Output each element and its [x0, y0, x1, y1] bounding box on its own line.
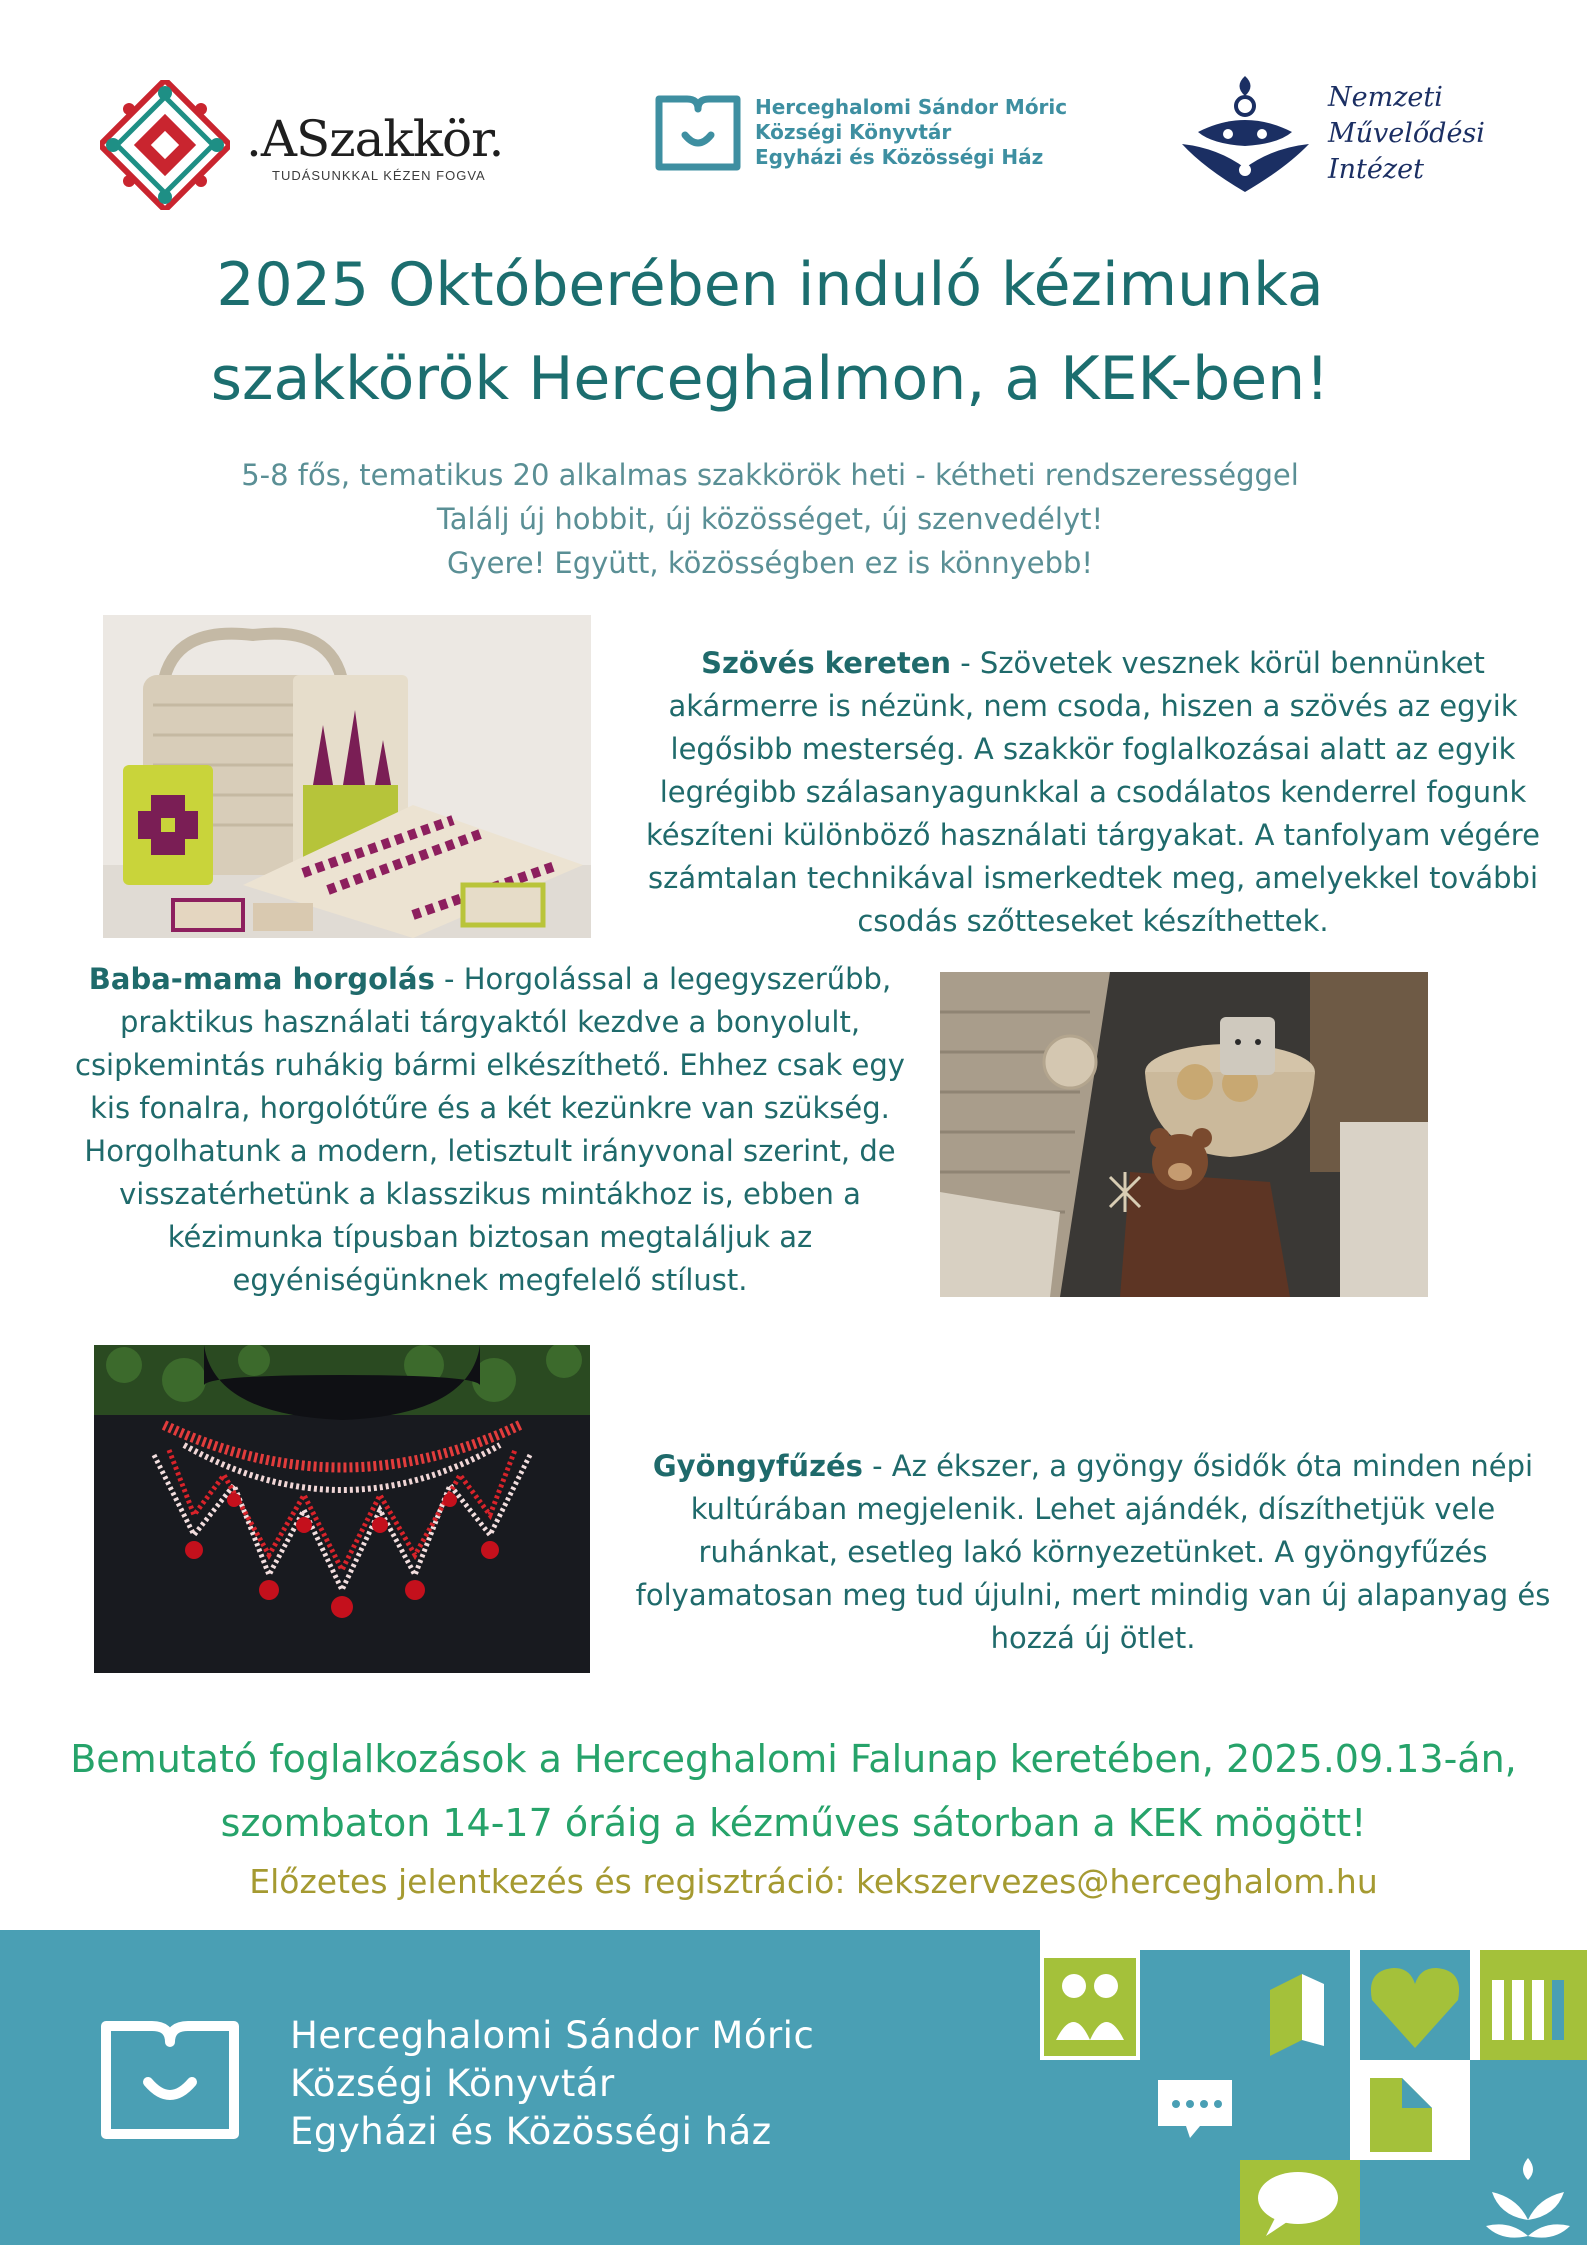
leaf-icon — [1360, 2158, 1587, 2245]
nmi-name-line-3: Intézet — [1328, 154, 1424, 185]
intro-line-2: Találj új hobbit, új közösséget, új szenvedélyt! — [436, 502, 1104, 536]
footer-icon-tiles — [1040, 1930, 1587, 2245]
szakkor-logo — [100, 80, 520, 210]
szakkor-name: .ASzakkör. — [246, 110, 504, 168]
heart-icon — [1360, 1950, 1470, 2060]
books-icon — [1480, 1950, 1587, 2060]
beading-description — [628, 1445, 1558, 1660]
crochet-description — [60, 958, 920, 1302]
beading-separator: - — [862, 1449, 892, 1483]
title-line-1: 2025 Októberében induló kézimunka — [216, 250, 1324, 320]
intro-line-3: Gyere! Együtt, közösségben ez is könnyebb! — [446, 546, 1094, 580]
weaving-separator: - — [951, 646, 980, 680]
page-icon — [1240, 2060, 1587, 2160]
nmi-name-line-1: Nemzeti — [1328, 82, 1443, 113]
nmi-name-line-2: Művelődési — [1328, 118, 1485, 149]
event-line-2: szombaton 14-17 óráig a kézműves sátorban a KEK mögött! — [220, 1801, 1367, 1845]
nmi-logo — [1178, 72, 1485, 202]
crochet-separator: - — [434, 962, 464, 996]
library-logo — [655, 95, 1075, 175]
folk-bird-icon — [1178, 72, 1313, 197]
library-name-line-3: Egyházi és Közösségi Ház — [755, 145, 1044, 169]
intro-line-1: 5-8 fős, tematikus 20 alkalmas szakkörök heti - kétheti rendszerességgel — [241, 458, 1299, 492]
weaving-text: Szövetek vesznek körül bennünket akármerre is nézünk, nem csoda, hiszen a szövés az egyik legősibb mesterség. A szakkör foglalkozásai alatt az egyik legrégibb szálasanyagunkkal a csodálatos kenderrel fogunk készíteni különböző használati tárgyakat. A tanfolyam végére számtalan technikával ismerkedtek meg, amelyekkel további csodás szőtteseket készíthettek. — [646, 646, 1540, 938]
book-smile-icon — [100, 2020, 240, 2140]
people-icon — [1040, 1950, 1140, 2060]
speech-bubble-icon — [1240, 2160, 1360, 2245]
footer-line-2: Községi Könyvtár — [290, 2062, 615, 2105]
weaving-description — [628, 642, 1558, 943]
crochet-heading: Baba-mama horgolás — [88, 962, 435, 996]
page-title — [100, 238, 1440, 426]
crochet-text: Horgolással a legegyszerűbb, praktikus használati tárgyaktól kezdve a bonyolult, csipkemintás ruhákig bármi elkészíthető. Ehhez csak egy kis fonalra, horgolótűre és a két kezünkre van szükség. Horgolhatunk a modern, letisztult irányvonal szerint, de visszatérhetünk a klasszikus mintákhoz is, ebben a kézimunka típusban biztosan megtaláljuk az egyéniségünknek megfelelő stílust. — [75, 962, 905, 1297]
szakkor-tagline: TUDÁSUNKKAL KÉZEN FOGVA — [272, 168, 486, 183]
beading-heading: Gyöngyfűzés — [652, 1449, 863, 1483]
event-line-1: Bemutató foglalkozások a Herceghalomi Falunap keretében, 2025.09.13-án, — [70, 1737, 1517, 1781]
footer-banner — [0, 1910, 1587, 2245]
crochet-photo — [940, 972, 1428, 1297]
beading-photo — [94, 1345, 590, 1673]
footer-top-strip — [0, 1910, 1587, 1930]
footer-line-3: Egyházi és Közösségi ház — [290, 2110, 772, 2153]
library-name-line-1: Herceghalomi Sándor Móric — [755, 95, 1068, 119]
event-announcement — [30, 1727, 1557, 1855]
weaving-photo — [103, 615, 591, 938]
library-name-line-2: Községi Könyvtár — [755, 120, 952, 144]
folk-ornament-icon — [100, 80, 230, 210]
beading-text: Az ékszer, a gyöngy ősidők óta minden népi kultúrában megjelenik. Lehet ajándék, díszíthetjük vele ruhánkat, esetleg lakó környezetünket. A gyöngyfűzés folyamatosan meg tud újulni, mert mindig van új alapanyag és hozzá új ötlet. — [635, 1449, 1551, 1655]
weaving-heading: Szövés kereten — [701, 646, 952, 680]
title-line-2: szakkörök Herceghalmon, a KEK-ben! — [210, 344, 1330, 414]
footer-line-1: Herceghalomi Sándor Móric — [290, 2014, 815, 2057]
book-icon — [1240, 1950, 1350, 2060]
chat-dots-icon — [1140, 2060, 1250, 2160]
intro-text — [100, 453, 1440, 585]
book-smile-icon — [655, 95, 741, 171]
registration-info: Előzetes jelentkezés és regisztráció: kekszervezes@herceghalom.hu — [249, 1862, 1378, 1901]
